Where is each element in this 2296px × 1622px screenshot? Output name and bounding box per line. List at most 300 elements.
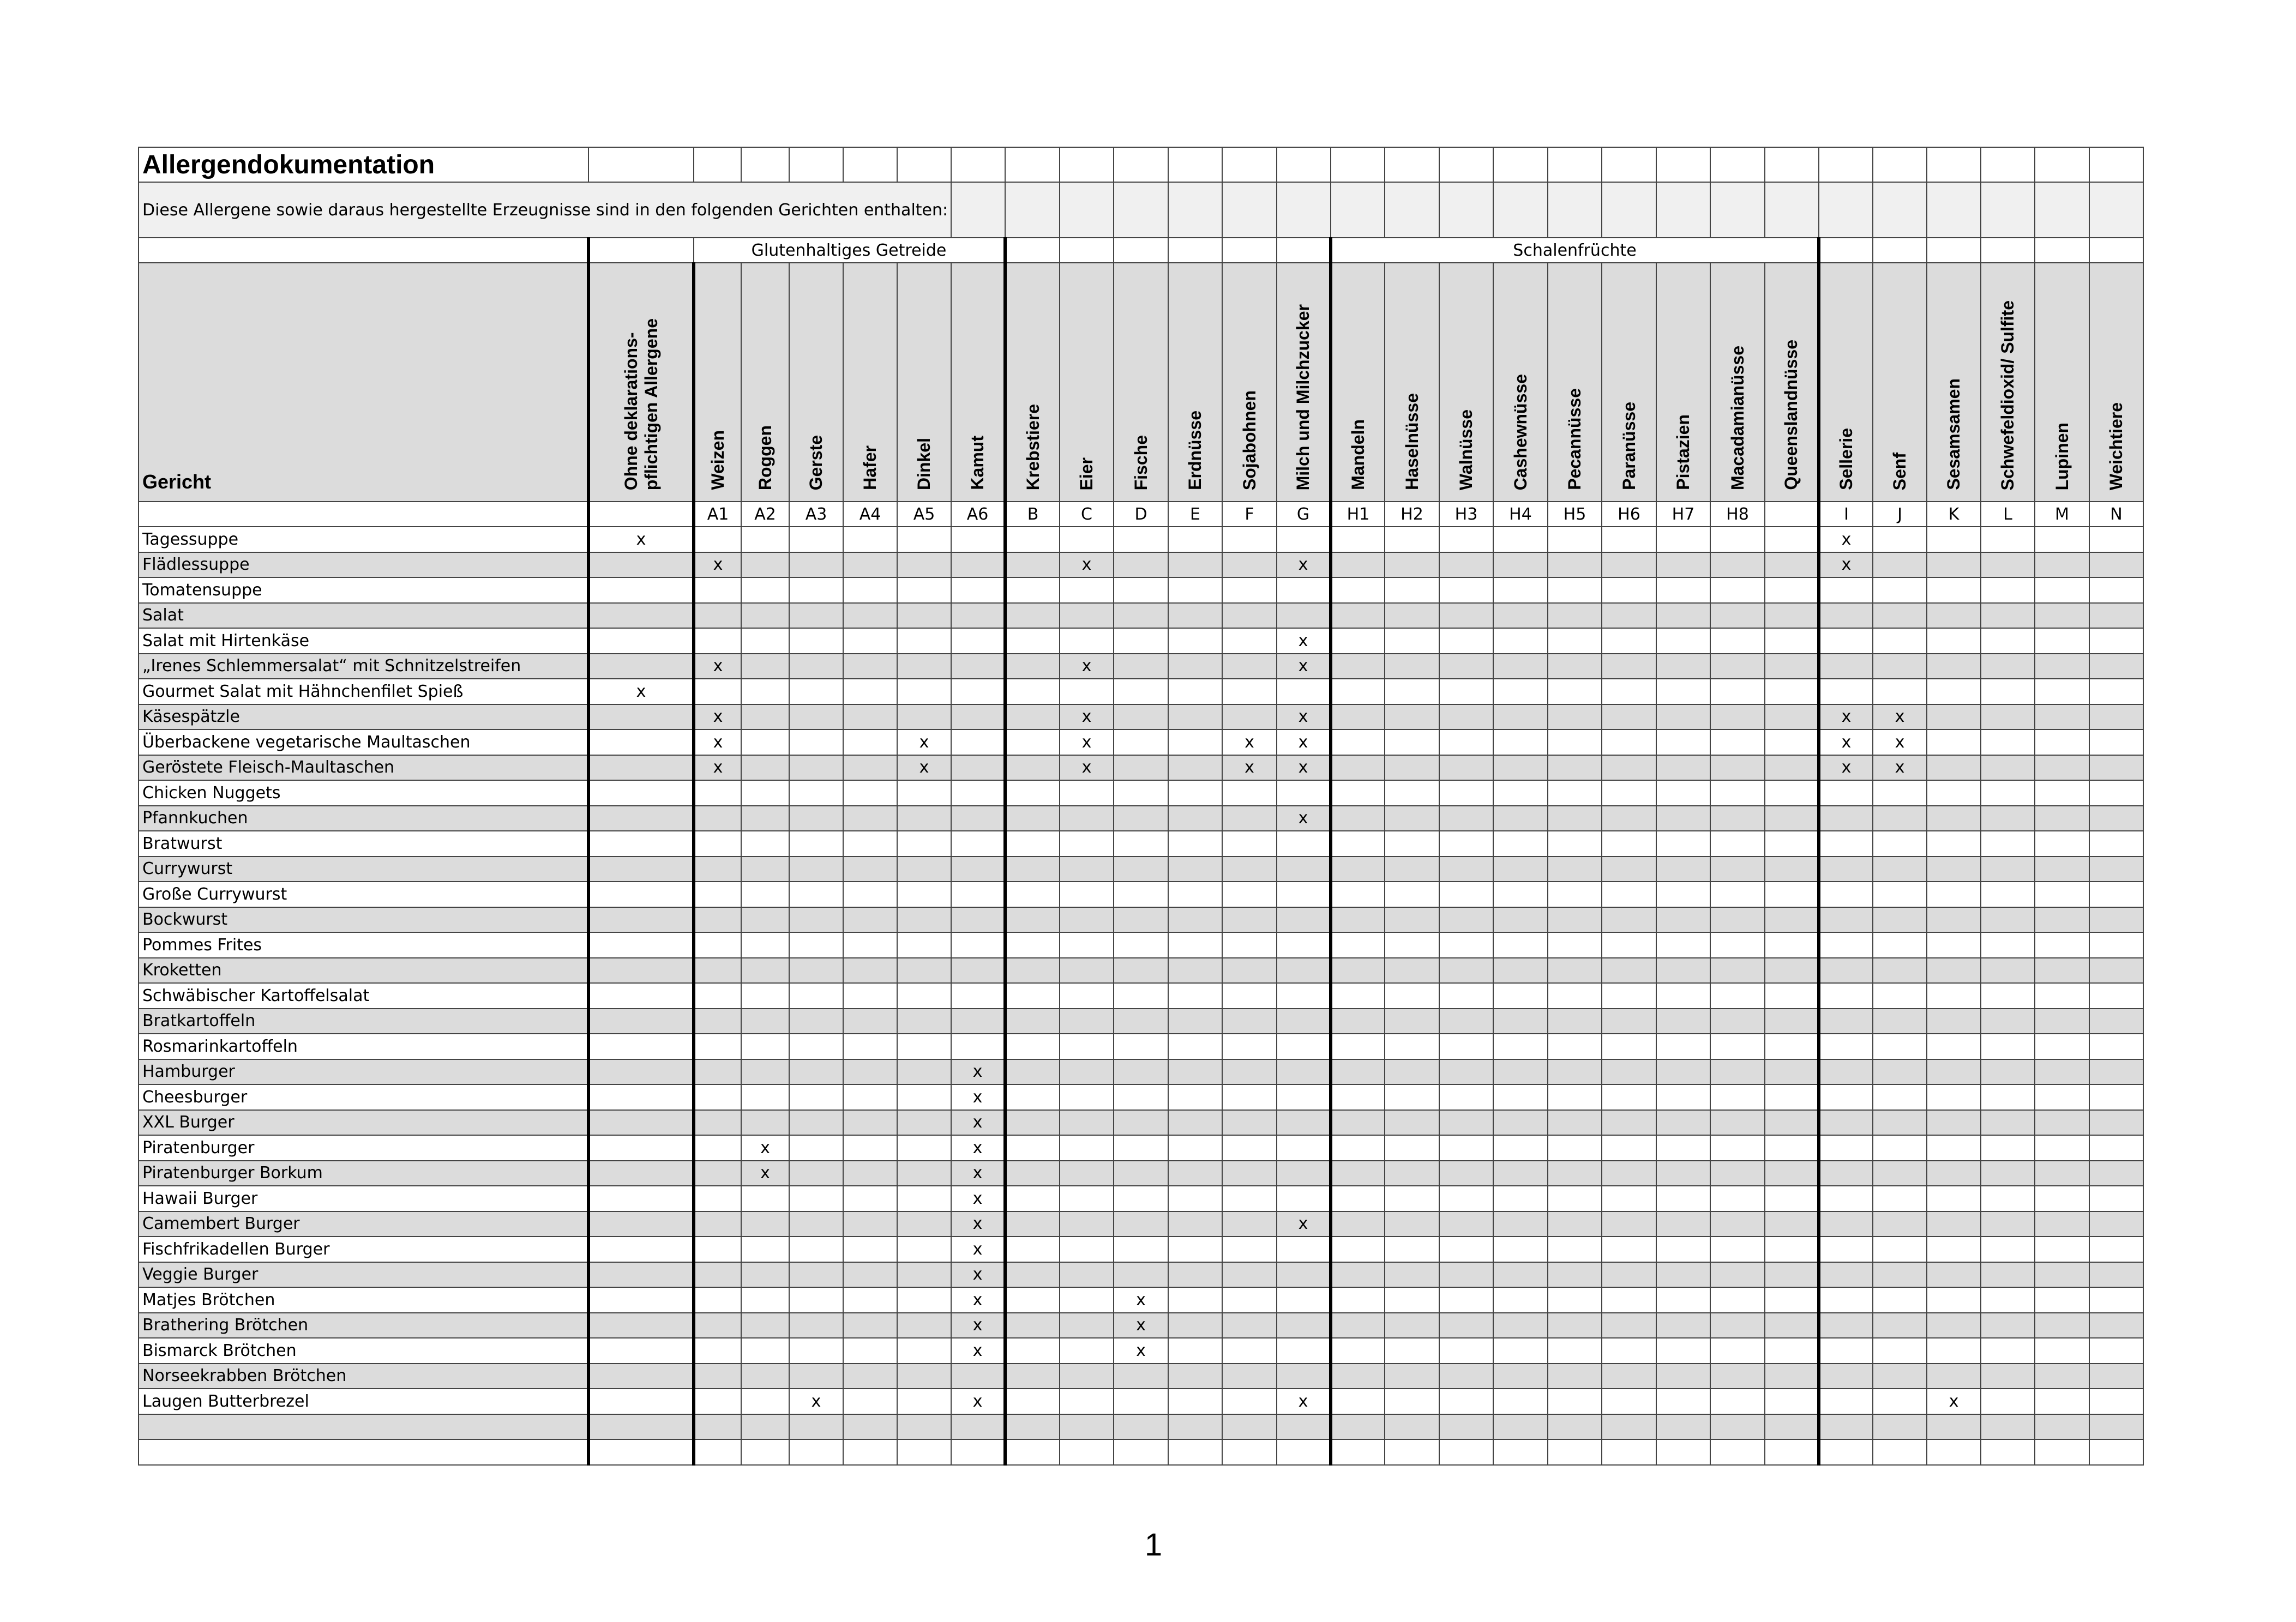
allergen-cell bbox=[2089, 1389, 2143, 1414]
allergen-cell bbox=[789, 1186, 843, 1211]
allergen-cell bbox=[789, 983, 843, 1009]
allergen-cell bbox=[1005, 958, 1060, 984]
allergen-cell bbox=[1819, 1439, 1873, 1465]
allergen-cell bbox=[1277, 1313, 1331, 1338]
allergen-cell bbox=[1114, 1364, 1168, 1389]
allergen-cell bbox=[1385, 1211, 1439, 1237]
allergen-cell bbox=[1927, 679, 1981, 704]
allergen-cell bbox=[1873, 603, 1927, 629]
allergen-cell bbox=[1439, 1313, 1493, 1338]
allergen-cell bbox=[1493, 932, 1548, 958]
allergen-cell bbox=[1331, 1034, 1385, 1059]
allergen-cell bbox=[1981, 1237, 2035, 1262]
allergen-cell bbox=[897, 527, 951, 552]
allergen-cell bbox=[694, 1313, 741, 1338]
allergen-cell bbox=[2089, 1237, 2143, 1262]
allergen-cell bbox=[1060, 1414, 1114, 1440]
allergen-cell bbox=[1222, 983, 1277, 1009]
allergen-cell bbox=[1114, 1262, 1168, 1288]
allergen-cell bbox=[897, 603, 951, 629]
allergen-cell bbox=[1060, 1161, 1114, 1186]
allergen-cell bbox=[789, 628, 843, 654]
allergen-cell bbox=[741, 577, 789, 603]
allergen-cell bbox=[1927, 603, 1981, 629]
allergen-cell bbox=[2035, 1034, 2089, 1059]
allergen-cell bbox=[1331, 882, 1385, 907]
allergen-cell bbox=[1222, 527, 1277, 552]
allergen-cell bbox=[1819, 1135, 1873, 1161]
allergen-cell bbox=[1331, 1161, 1385, 1186]
allergen-cell bbox=[1765, 1389, 1819, 1414]
allergen-cell bbox=[789, 1034, 843, 1059]
allergen-cell bbox=[1277, 1237, 1331, 1262]
allergen-header bbox=[1765, 263, 1819, 502]
allergen-cell bbox=[1222, 1084, 1277, 1110]
allergen-cell bbox=[2089, 577, 2143, 603]
allergen-cell bbox=[1710, 1287, 1765, 1313]
allergen-cell bbox=[897, 1034, 951, 1059]
allergen-name: Pistazien bbox=[1673, 414, 1693, 490]
grid-cell bbox=[1602, 182, 1656, 238]
allergen-cell bbox=[843, 577, 897, 603]
allergen-cell bbox=[1005, 1262, 1060, 1288]
allergen-cell bbox=[1819, 1084, 1873, 1110]
allergen-cell bbox=[1060, 1084, 1114, 1110]
allergen-cell bbox=[2089, 882, 2143, 907]
allergen-cell bbox=[1602, 1439, 1656, 1465]
allergen-cell bbox=[1168, 704, 1222, 730]
allergen-cell bbox=[1439, 729, 1493, 755]
allergen-code: L bbox=[1981, 502, 2035, 527]
allergen-cell bbox=[1060, 755, 1114, 781]
allergen-cell bbox=[1493, 1186, 1548, 1211]
allergen-cell bbox=[1060, 1287, 1114, 1313]
allergen-cell bbox=[1385, 907, 1439, 933]
allergen-cell bbox=[694, 1211, 741, 1237]
table-row bbox=[139, 1135, 2143, 1161]
allergen-cell bbox=[1005, 1110, 1060, 1136]
allergen-cell bbox=[1277, 1262, 1331, 1288]
allergen-cell bbox=[1765, 1211, 1819, 1237]
allergen-cell bbox=[1222, 603, 1277, 629]
allergen-header bbox=[1656, 263, 1710, 502]
allergen-cell bbox=[588, 679, 694, 704]
allergen-cell bbox=[1493, 806, 1548, 831]
allergen-cell bbox=[694, 755, 741, 781]
allergen-cell bbox=[1819, 1338, 1873, 1364]
allergen-mark: x bbox=[713, 758, 723, 777]
allergen-cell bbox=[2035, 1287, 2089, 1313]
allergen-cell bbox=[1873, 882, 1927, 907]
allergen-cell bbox=[1385, 729, 1439, 755]
allergen-cell bbox=[1981, 1389, 2035, 1414]
allergen-cell bbox=[1873, 1414, 1927, 1440]
dish-name bbox=[139, 1414, 588, 1440]
allergen-cell bbox=[789, 1287, 843, 1313]
allergen-cell bbox=[1331, 932, 1385, 958]
allergen-cell bbox=[1927, 1237, 1981, 1262]
allergen-cell bbox=[1060, 1034, 1114, 1059]
allergen-cell bbox=[1060, 1338, 1114, 1364]
subtitle: Diese Allergene sowie daraus hergestellte Erzeugnisse sind in den folgenden Gerichten enthalten: bbox=[139, 182, 951, 238]
allergen-cell bbox=[1819, 1211, 1873, 1237]
allergen-cell bbox=[1114, 857, 1168, 882]
allergen-cell bbox=[1819, 1237, 1873, 1262]
allergen-cell bbox=[1602, 1161, 1656, 1186]
allergen-cell bbox=[897, 1313, 951, 1338]
allergen-cell bbox=[1385, 704, 1439, 730]
allergen-cell bbox=[1981, 1439, 2035, 1465]
allergen-cell bbox=[588, 552, 694, 578]
allergen-cell bbox=[694, 1059, 741, 1085]
allergen-cell bbox=[1168, 628, 1222, 654]
allergen-cell bbox=[741, 1084, 789, 1110]
allergen-cell bbox=[1222, 704, 1277, 730]
allergen-cell bbox=[1710, 1262, 1765, 1288]
allergen-cell bbox=[789, 882, 843, 907]
allergen-cell bbox=[951, 1338, 1005, 1364]
allergen-cell bbox=[1819, 882, 1873, 907]
allergen-cell bbox=[588, 527, 694, 552]
allergen-cell bbox=[1602, 1009, 1656, 1034]
table-row bbox=[139, 1059, 2143, 1085]
allergen-cell bbox=[951, 1287, 1005, 1313]
allergen-code: C bbox=[1060, 502, 1114, 527]
allergen-cell bbox=[1331, 857, 1385, 882]
allergen-cell bbox=[1765, 1338, 1819, 1364]
allergen-mark: x bbox=[972, 1341, 983, 1360]
grid-cell bbox=[1168, 182, 1222, 238]
allergen-cell bbox=[897, 729, 951, 755]
allergen-cell bbox=[588, 1414, 694, 1440]
allergen-cell bbox=[1168, 1389, 1222, 1414]
allergen-cell bbox=[1927, 1262, 1981, 1288]
allergen-cell bbox=[1602, 1059, 1656, 1085]
allergen-cell bbox=[694, 577, 741, 603]
allergen-cell bbox=[1927, 983, 1981, 1009]
allergen-cell bbox=[1385, 1287, 1439, 1313]
allergen-cell bbox=[1168, 1414, 1222, 1440]
allergen-cell bbox=[951, 729, 1005, 755]
allergen-cell bbox=[1873, 1237, 1927, 1262]
allergen-cell bbox=[1602, 1262, 1656, 1288]
allergen-name: Fische bbox=[1131, 435, 1151, 490]
allergen-code: A5 bbox=[897, 502, 951, 527]
dish-name: Norseekrabben Brötchen bbox=[139, 1364, 588, 1389]
allergen-cell bbox=[1439, 1237, 1493, 1262]
allergen-cell bbox=[741, 552, 789, 578]
allergen-cell bbox=[1819, 704, 1873, 730]
allergen-cell bbox=[1222, 1059, 1277, 1085]
allergen-cell bbox=[1005, 882, 1060, 907]
allergen-code: N bbox=[2089, 502, 2143, 527]
allergen-cell bbox=[1493, 1338, 1548, 1364]
dish-name: Laugen Butterbrezel bbox=[139, 1389, 588, 1414]
allergen-cell bbox=[1927, 1313, 1981, 1338]
allergen-cell bbox=[1927, 1059, 1981, 1085]
allergen-cell bbox=[951, 806, 1005, 831]
allergen-cell bbox=[1927, 1364, 1981, 1389]
allergen-cell bbox=[1765, 932, 1819, 958]
allergen-mark: x bbox=[972, 1290, 983, 1310]
allergen-name: Dinkel bbox=[914, 437, 934, 490]
table-row bbox=[139, 1287, 2143, 1313]
allergen-cell bbox=[1765, 958, 1819, 984]
allergen-cell bbox=[1819, 857, 1873, 882]
allergen-cell bbox=[951, 603, 1005, 629]
dish-name: Tomatensuppe bbox=[139, 577, 588, 603]
allergen-cell bbox=[741, 1135, 789, 1161]
allergen-cell bbox=[1765, 552, 1819, 578]
allergen-cell bbox=[1548, 729, 1602, 755]
allergen-cell bbox=[1656, 857, 1710, 882]
allergen-header bbox=[1331, 263, 1385, 502]
allergen-cell bbox=[1981, 577, 2035, 603]
allergen-cell bbox=[897, 1439, 951, 1465]
dish-name: Chicken Nuggets bbox=[139, 780, 588, 806]
allergen-cell bbox=[1602, 907, 1656, 933]
allergen-cell bbox=[741, 1287, 789, 1313]
allergen-cell bbox=[1873, 907, 1927, 933]
allergen-cell bbox=[1439, 1135, 1493, 1161]
allergen-cell bbox=[843, 1414, 897, 1440]
grid-cell bbox=[1060, 147, 1114, 182]
allergen-cell bbox=[1331, 1313, 1385, 1338]
allergen-mark: x bbox=[1895, 732, 1905, 752]
allergen-cell bbox=[1602, 1414, 1656, 1440]
allergen-code: M bbox=[2035, 502, 2089, 527]
allergen-cell bbox=[1765, 1414, 1819, 1440]
allergen-cell bbox=[897, 806, 951, 831]
allergen-cell bbox=[588, 958, 694, 984]
allergen-cell bbox=[843, 1059, 897, 1085]
allergen-cell bbox=[1222, 857, 1277, 882]
allergen-code: A1 bbox=[694, 502, 741, 527]
allergen-cell bbox=[1114, 1186, 1168, 1211]
allergen-cell bbox=[1385, 831, 1439, 857]
allergen-name: Pecannüsse bbox=[1565, 388, 1585, 490]
allergen-cell bbox=[1710, 1084, 1765, 1110]
allergen-cell bbox=[843, 857, 897, 882]
allergen-cell bbox=[1439, 1084, 1493, 1110]
allergen-cell bbox=[1493, 729, 1548, 755]
allergen-cell bbox=[1765, 882, 1819, 907]
grid-cell bbox=[1656, 182, 1710, 238]
allergen-cell bbox=[1331, 1262, 1385, 1288]
grid-cell bbox=[1602, 147, 1656, 182]
allergen-mark: x bbox=[1081, 555, 1092, 575]
allergen-cell bbox=[1493, 1059, 1548, 1085]
allergen-cell bbox=[1602, 932, 1656, 958]
allergen-header bbox=[789, 263, 843, 502]
allergen-cell bbox=[1277, 1034, 1331, 1059]
allergen-cell bbox=[1114, 1439, 1168, 1465]
allergen-cell bbox=[1114, 628, 1168, 654]
allergen-cell bbox=[1710, 806, 1765, 831]
allergen-cell bbox=[2035, 1389, 2089, 1414]
allergen-cell bbox=[1493, 603, 1548, 629]
allergen-cell bbox=[2035, 577, 2089, 603]
allergen-cell bbox=[1710, 1135, 1765, 1161]
allergen-cell bbox=[1114, 1338, 1168, 1364]
allergen-cell bbox=[1819, 1287, 1873, 1313]
allergen-cell bbox=[1331, 1364, 1385, 1389]
grid-cell bbox=[1873, 147, 1927, 182]
allergen-cell bbox=[1656, 577, 1710, 603]
allergen-cell bbox=[897, 552, 951, 578]
allergen-cell bbox=[843, 704, 897, 730]
allergen-cell bbox=[1114, 1110, 1168, 1136]
allergen-cell bbox=[1927, 1186, 1981, 1211]
allergen-cell bbox=[1548, 552, 1602, 578]
allergen-mark: x bbox=[972, 1316, 983, 1335]
allergen-cell bbox=[1765, 729, 1819, 755]
allergen-cell bbox=[1222, 1009, 1277, 1034]
allergen-header bbox=[1548, 263, 1602, 502]
page-title: Allergendokumentation bbox=[139, 147, 588, 182]
allergen-cell bbox=[2035, 1211, 2089, 1237]
allergen-cell bbox=[1005, 1287, 1060, 1313]
allergen-name: Kamut bbox=[967, 436, 988, 490]
allergen-cell bbox=[1981, 755, 2035, 781]
dish-name: Camembert Burger bbox=[139, 1211, 588, 1237]
allergen-mark: x bbox=[1298, 732, 1308, 752]
allergen-cell bbox=[1005, 679, 1060, 704]
allergen-cell bbox=[2035, 932, 2089, 958]
table-row bbox=[139, 552, 2143, 578]
allergen-cell bbox=[1548, 1084, 1602, 1110]
allergen-cell bbox=[843, 983, 897, 1009]
allergen-cell bbox=[1114, 1414, 1168, 1440]
allergen-cell bbox=[741, 907, 789, 933]
allergen-cell bbox=[1548, 1414, 1602, 1440]
table-row bbox=[139, 527, 2143, 552]
allergen-cell bbox=[1385, 1110, 1439, 1136]
allergen-cell bbox=[2035, 1262, 2089, 1288]
allergen-cell bbox=[1656, 1237, 1710, 1262]
allergen-cell bbox=[1060, 1135, 1114, 1161]
allergen-cell bbox=[1819, 654, 1873, 679]
allergen-cell bbox=[1114, 882, 1168, 907]
allergen-cell bbox=[1114, 704, 1168, 730]
allergen-cell bbox=[1873, 1161, 1927, 1186]
allergen-cell bbox=[1114, 679, 1168, 704]
allergen-cell bbox=[588, 1211, 694, 1237]
allergen-name: Ohne deklarations- pflichtigen Allergene bbox=[621, 318, 661, 490]
allergen-mark: x bbox=[1298, 656, 1308, 676]
allergen-cell bbox=[1439, 780, 1493, 806]
allergen-cell bbox=[1439, 1262, 1493, 1288]
grid-cell bbox=[1439, 147, 1493, 182]
allergen-cell bbox=[1548, 1313, 1602, 1338]
allergen-cell bbox=[1981, 1364, 2035, 1389]
allergen-mark: x bbox=[1841, 555, 1852, 575]
allergen-cell bbox=[1548, 679, 1602, 704]
allergen-cell bbox=[1005, 983, 1060, 1009]
allergen-cell bbox=[1927, 1009, 1981, 1034]
allergen-cell bbox=[2089, 552, 2143, 578]
allergen-cell bbox=[2035, 1084, 2089, 1110]
allergen-cell bbox=[1222, 806, 1277, 831]
allergen-cell bbox=[1819, 1059, 1873, 1085]
allergen-cell bbox=[1005, 1186, 1060, 1211]
allergen-cell bbox=[897, 1135, 951, 1161]
allergen-cell bbox=[1222, 755, 1277, 781]
allergen-cell bbox=[1602, 729, 1656, 755]
allergen-cell bbox=[1222, 1161, 1277, 1186]
allergen-cell bbox=[1602, 1313, 1656, 1338]
allergen-cell bbox=[897, 932, 951, 958]
allergen-cell bbox=[1439, 577, 1493, 603]
allergen-mark: x bbox=[1245, 732, 1254, 752]
allergen-cell bbox=[1005, 932, 1060, 958]
allergen-cell bbox=[1548, 1186, 1602, 1211]
allergen-cell bbox=[2089, 983, 2143, 1009]
allergen-cell bbox=[1331, 1287, 1385, 1313]
allergen-code bbox=[1765, 502, 1819, 527]
allergen-cell bbox=[789, 1161, 843, 1186]
allergen-cell bbox=[1602, 1110, 1656, 1136]
allergen-cell bbox=[1005, 729, 1060, 755]
allergen-code: H4 bbox=[1493, 502, 1548, 527]
allergen-mark: x bbox=[1949, 1391, 1959, 1411]
allergen-cell bbox=[1439, 1161, 1493, 1186]
allergen-cell bbox=[1222, 907, 1277, 933]
grid-cell bbox=[1277, 147, 1331, 182]
allergen-cell bbox=[1873, 806, 1927, 831]
allergen-cell bbox=[1114, 1059, 1168, 1085]
allergen-cell bbox=[951, 1110, 1005, 1136]
allergen-cell bbox=[843, 729, 897, 755]
allergen-cell bbox=[694, 1161, 741, 1186]
allergen-name: Roggen bbox=[755, 425, 775, 490]
allergen-header bbox=[1005, 263, 1060, 502]
allergen-cell bbox=[1385, 527, 1439, 552]
allergen-cell bbox=[1493, 1439, 1548, 1465]
allergen-cell bbox=[1656, 1135, 1710, 1161]
dish-name bbox=[139, 1439, 588, 1465]
allergen-mark: x bbox=[1298, 809, 1308, 828]
allergen-cell bbox=[1819, 1161, 1873, 1186]
grid-cell bbox=[1873, 182, 1927, 238]
allergen-cell bbox=[1060, 1313, 1114, 1338]
allergen-cell bbox=[2089, 1313, 2143, 1338]
allergen-cell bbox=[1222, 577, 1277, 603]
allergen-cell bbox=[1168, 1338, 1222, 1364]
allergen-cell bbox=[2035, 1110, 2089, 1136]
allergen-mark: x bbox=[1895, 707, 1905, 727]
allergen-cell bbox=[588, 806, 694, 831]
allergen-cell bbox=[1060, 704, 1114, 730]
allergen-cell bbox=[1331, 704, 1385, 730]
allergen-cell bbox=[2035, 958, 2089, 984]
allergen-cell bbox=[1277, 882, 1331, 907]
allergen-cell bbox=[2089, 780, 2143, 806]
allergen-cell bbox=[1493, 527, 1548, 552]
allergen-cell bbox=[694, 1034, 741, 1059]
allergen-cell bbox=[1656, 1161, 1710, 1186]
allergen-mark: x bbox=[1298, 555, 1308, 575]
allergen-cell bbox=[1114, 552, 1168, 578]
allergen-cell bbox=[1493, 704, 1548, 730]
allergen-cell bbox=[1548, 1211, 1602, 1237]
allergen-cell bbox=[2089, 628, 2143, 654]
grid-cell bbox=[1331, 147, 1385, 182]
allergen-cell bbox=[1873, 1313, 1927, 1338]
allergen-cell bbox=[1385, 983, 1439, 1009]
allergen-cell bbox=[1710, 882, 1765, 907]
allergen-cell bbox=[1873, 1135, 1927, 1161]
